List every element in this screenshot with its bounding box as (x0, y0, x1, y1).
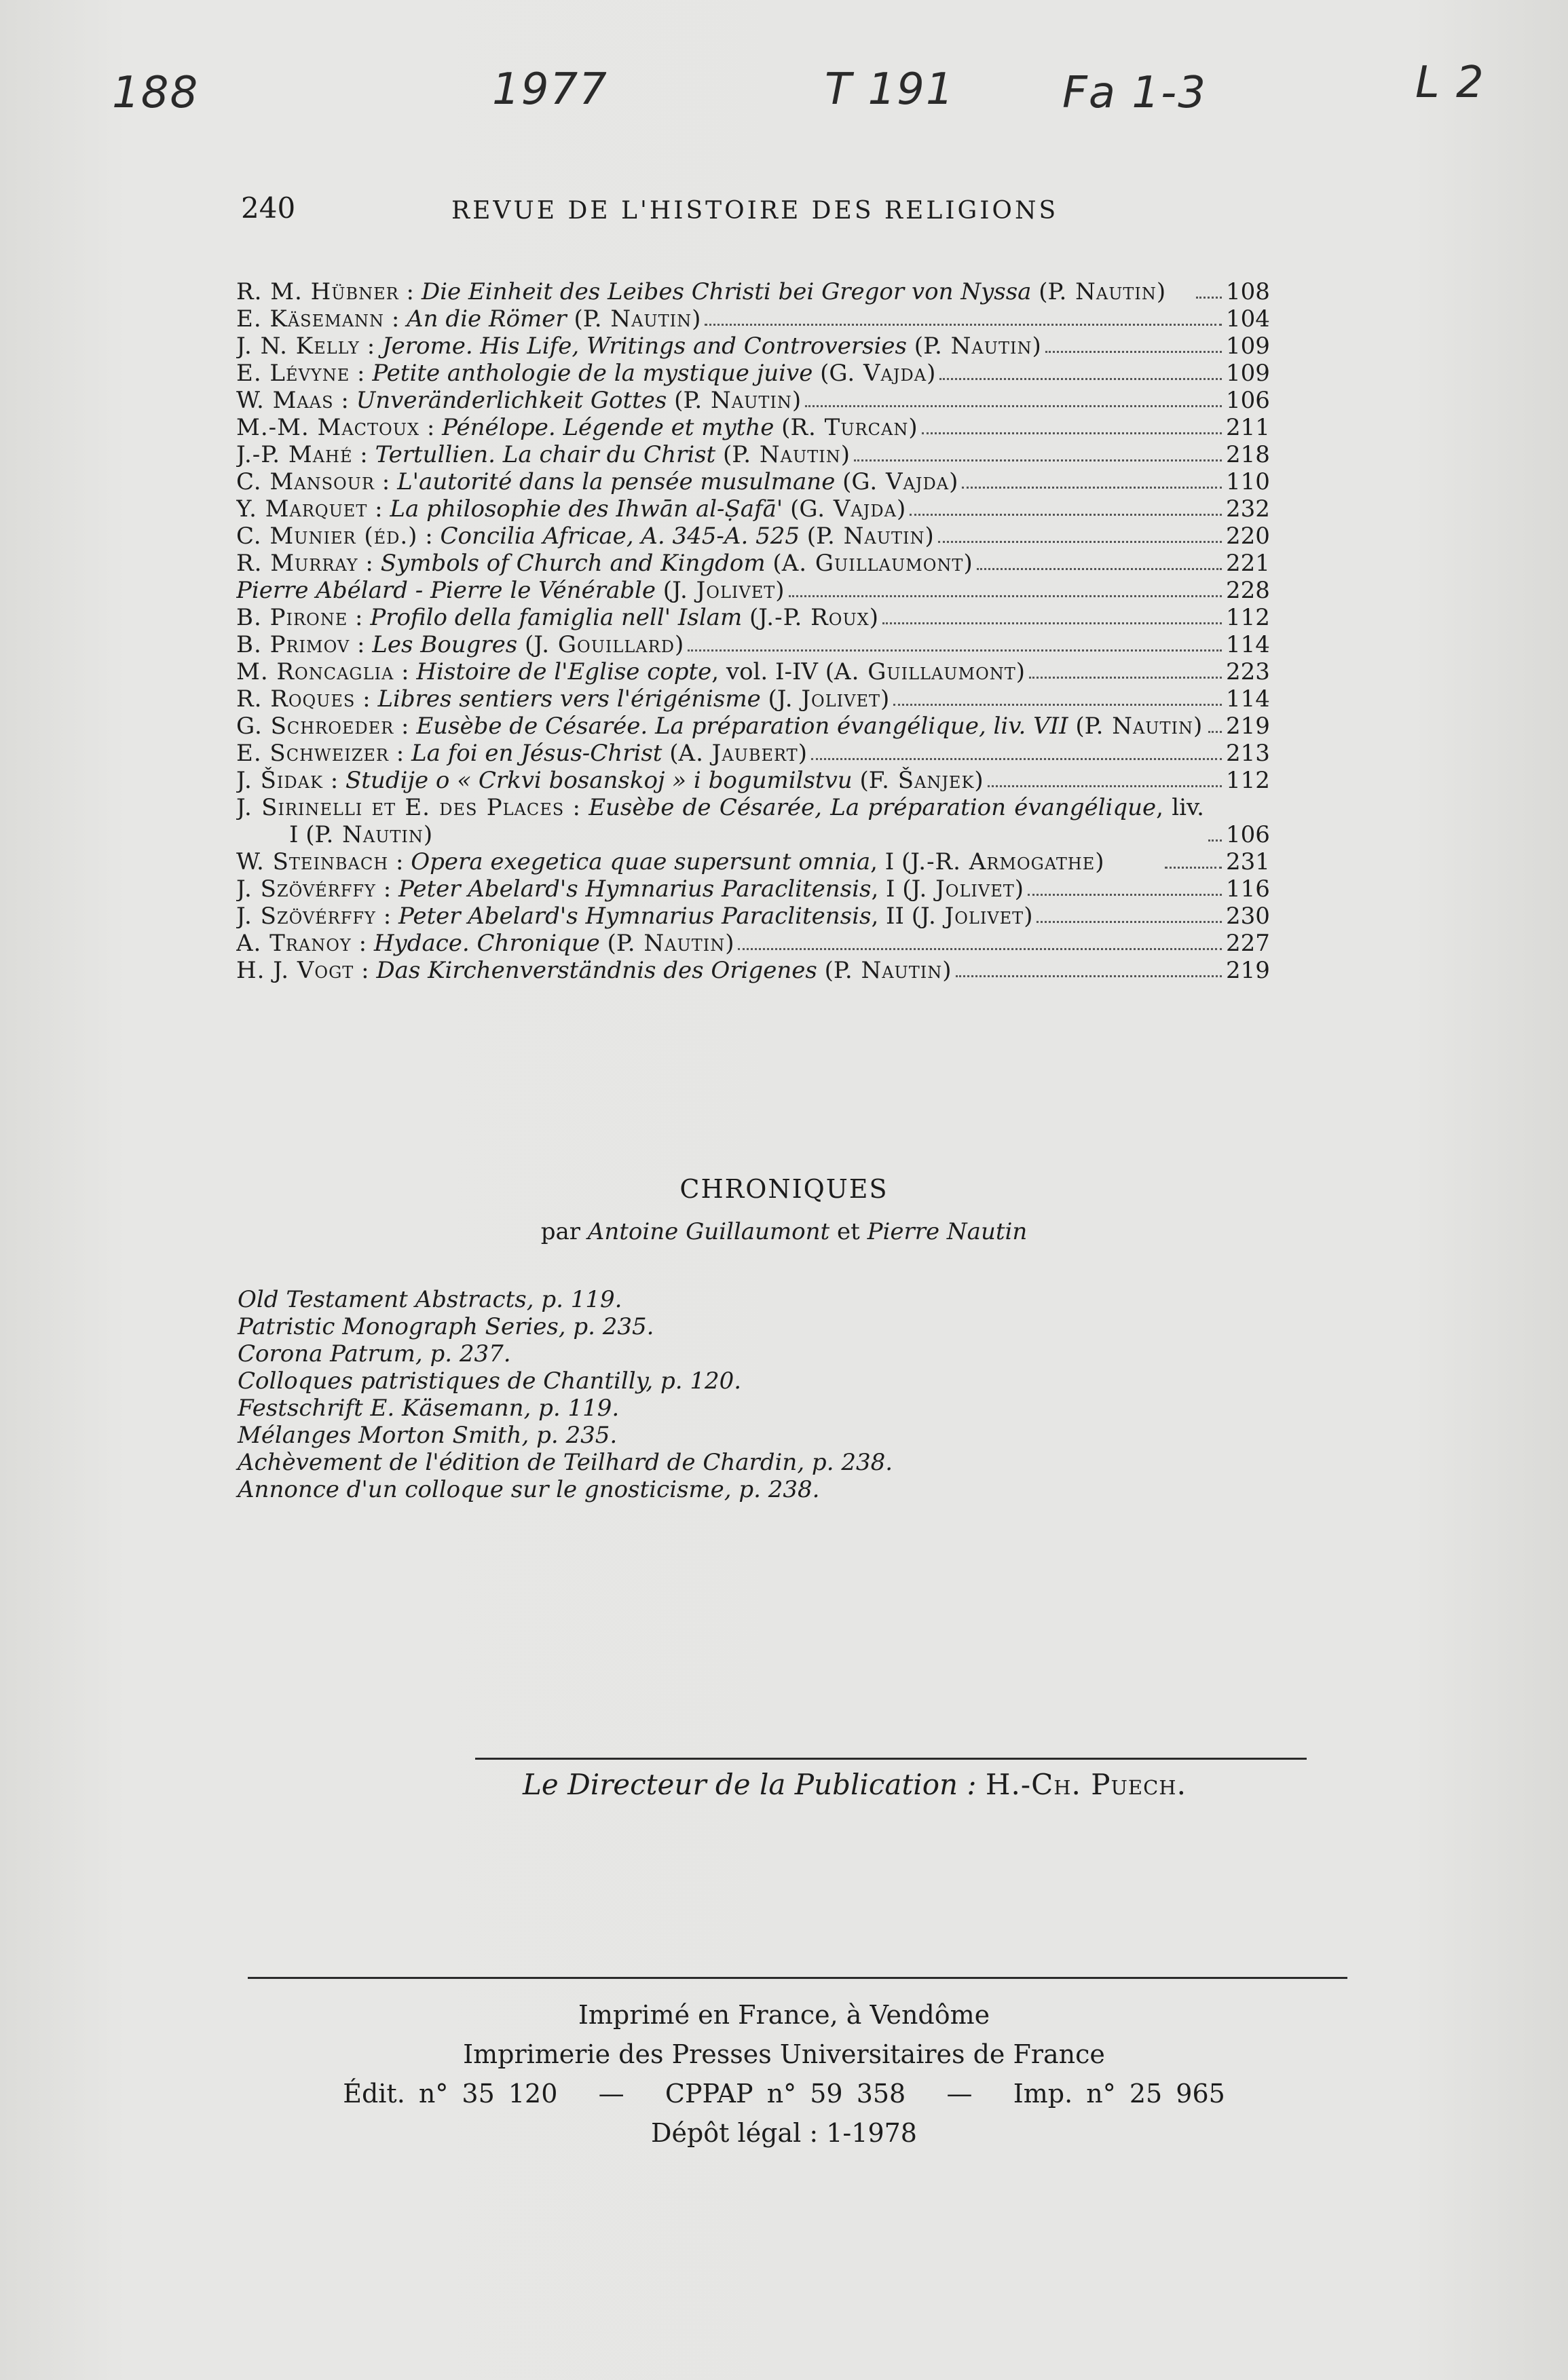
edit-number: Édit. n° 35 120 (343, 2079, 558, 2109)
entry-page-number: 110 (1226, 468, 1270, 495)
entry-author: R. Roques (236, 685, 356, 713)
paren-close: ) (927, 360, 936, 387)
entry-page-number: 232 (1226, 495, 1270, 523)
paren-close: ) (869, 604, 879, 631)
paren-open: ( (852, 767, 869, 794)
entry-page-number: 109 (1226, 333, 1270, 360)
index-entry (236, 550, 1268, 577)
entry-title: Unveränderlichkeit Gottes (356, 387, 667, 414)
chronique-item: Corona Patrum, p. 237. (238, 1340, 511, 1367)
entry-reviewer: P. Nautin (816, 523, 925, 550)
entry-text (236, 713, 1204, 740)
chronique-item: Achèvement de l'édition de Teilhard de Chardin, p. 238. (238, 1449, 893, 1476)
index-entry (236, 441, 1268, 468)
entry-title: Profilo della famiglia nell' Islam (370, 604, 743, 631)
entry-title: La foi en Jésus-Christ (411, 740, 662, 767)
entry-page-number: 227 (1226, 930, 1270, 957)
index-entry (236, 577, 1268, 604)
entry-title: Tertullien. La chair du Christ (375, 441, 716, 468)
index-entry (236, 278, 1268, 305)
dot-leader (962, 487, 1222, 489)
dot-leader (1165, 867, 1222, 869)
entry-page-number: 112 (1226, 767, 1270, 794)
separator-colon: : (352, 441, 375, 468)
entry-author: W. Maas (236, 387, 334, 414)
chroniques-heading: CHRONIQUES (679, 1174, 889, 1204)
index-entry (236, 713, 1268, 740)
entry-reviewer: P. Nautin (923, 333, 1032, 360)
paren-close: ) (692, 305, 701, 333)
index-entry (236, 903, 1268, 930)
entry-text (236, 794, 1204, 848)
entry-title: L'autorité dans la pensée musulmane (397, 468, 836, 495)
entry-title: Die Einheit des Leibes Christi bei Gregor von Nyssa (421, 278, 1032, 305)
entry-reviewer: J. Gouillard (534, 631, 675, 658)
entry-text (236, 414, 918, 441)
entry-author: J. Szövérffy (236, 875, 376, 903)
paren-close: ) (897, 495, 906, 523)
entry-title: La philosophie des Ihwān al-Ṣafā' (390, 495, 783, 523)
dot-leader (688, 649, 1222, 651)
separator-colon: : (354, 957, 377, 984)
entry-text (236, 333, 1041, 360)
separator-colon: : (417, 523, 441, 550)
paren-close: ) (1156, 278, 1166, 305)
director-label: Le Directeur de la Publication : (523, 1768, 977, 1801)
separator-colon: : (394, 658, 417, 685)
entry-author: C. Mansour (236, 468, 375, 495)
paren-open: ( (817, 957, 834, 984)
entry-reviewer: P. Nautin (1084, 713, 1193, 740)
entry-page-number: 218 (1226, 441, 1270, 468)
entry-reviewer: R. Turcan (790, 414, 909, 441)
entry-title: Les Bougres (372, 631, 518, 658)
publication-director (523, 1768, 1187, 1801)
separator-colon: : (374, 468, 398, 495)
chronique-item: Annonce d'un colloque sur le gnosticisme, p. 238. (238, 1476, 820, 1503)
dot-leader (922, 432, 1222, 434)
paren-open: ( (765, 550, 782, 577)
entry-title: Libres sentiers vers l'érigénisme (377, 685, 761, 713)
entry-page-number: 211 (1226, 414, 1270, 441)
entry-extra: , II (871, 903, 904, 930)
paren-open: ( (835, 468, 852, 495)
entry-title: Eusèbe de Césarée, La préparation évangélique (589, 794, 1157, 821)
chronique-item: Festschrift E. Käsemann, p. 119. (238, 1395, 620, 1422)
separator-dash: — (571, 2079, 652, 2109)
separator-colon: : (348, 604, 371, 631)
dot-leader (1196, 297, 1222, 299)
entry-text (236, 305, 701, 333)
paren-close: ) (880, 685, 890, 713)
entry-author: J. Sirinelli et E. des Places (236, 794, 565, 821)
entry-author: G. Schroeder (236, 713, 394, 740)
separator-colon: : (350, 631, 373, 658)
entry-text (236, 957, 952, 984)
entry-text (236, 631, 684, 658)
index-entry (236, 523, 1268, 550)
paren-open: ( (895, 875, 912, 903)
entry-page-number: 228 (1226, 577, 1270, 604)
paren-open: ( (894, 848, 911, 875)
director-name: H.-Ch. Puech. (985, 1768, 1187, 1801)
dot-leader (805, 405, 1222, 407)
entry-reviewer: A. Jaubert (678, 740, 798, 767)
chronique-item: Old Testament Abstracts, p. 119. (238, 1286, 622, 1313)
entry-author: E. Schweizer (236, 740, 389, 767)
running-title: REVUE DE L'HISTOIRE DES RELIGIONS (451, 197, 1059, 225)
entry-author: J. Szövérffy (236, 903, 376, 930)
paren-open: ( (599, 930, 616, 957)
entry-author: A. Tranoy (236, 930, 352, 957)
index-entry (236, 387, 1268, 414)
entry-page-number: 213 (1226, 740, 1270, 767)
entry-text (236, 278, 1192, 305)
byline-and: et (837, 1218, 860, 1245)
entry-text (236, 360, 935, 387)
entry-reviewer: P. Nautin (1047, 278, 1157, 305)
entry-reviewer: G. Vajda (799, 495, 897, 523)
entry-text (236, 604, 878, 631)
separator-dash: — (919, 2079, 1000, 2109)
dot-leader (882, 622, 1222, 624)
entry-author: R. Murray (236, 550, 358, 577)
paren-open: ( (662, 740, 679, 767)
entry-page-number: 108 (1226, 278, 1270, 305)
entry-page-number: 219 (1226, 957, 1270, 984)
separator-colon: : (419, 414, 443, 441)
entry-author: J. Šidak (236, 767, 323, 794)
separator-colon: : (394, 713, 417, 740)
index-entry (236, 848, 1268, 875)
handwritten-note-3: T 191 (825, 64, 955, 115)
dot-leader (939, 378, 1222, 380)
index-entry (236, 305, 1268, 333)
entry-extra: , liv. I (289, 794, 1204, 848)
index-entry (236, 333, 1268, 360)
separator-colon: : (351, 930, 374, 957)
handwritten-note-4: Fa 1-3 (1062, 68, 1207, 118)
paren-close: ) (908, 414, 918, 441)
entry-author: M. Roncaglia (236, 658, 394, 685)
dot-leader (789, 595, 1222, 597)
index-entry (236, 767, 1268, 794)
paren-open: ( (760, 685, 777, 713)
entry-reviewer: J.-R. Armogathe (910, 848, 1096, 875)
entry-title: Concilia Africae, A. 345-A. 525 (440, 523, 800, 550)
entry-title: Pierre Abélard - Pierre le Vénérable (236, 577, 656, 604)
paren-close: ) (1015, 658, 1026, 685)
entry-text (236, 658, 1025, 685)
entry-author: E. Lévyne (236, 360, 350, 387)
paren-close: ) (1095, 848, 1104, 875)
entry-author: B. Primov (236, 631, 350, 658)
entry-author: W. Steinbach (236, 848, 389, 875)
separator-colon: : (350, 360, 373, 387)
paren-open: ( (1031, 278, 1048, 305)
entry-text (236, 740, 807, 767)
paren-close: ) (840, 441, 850, 468)
entry-page-number: 114 (1226, 631, 1270, 658)
entry-reviewer: A. Guillaumont (834, 658, 1016, 685)
paren-close: ) (775, 577, 785, 604)
handwritten-note-2: 1977 (492, 64, 608, 115)
entry-title: Peter Abelard's Hymnarius Paraclitensis (398, 875, 872, 903)
separator-colon: : (564, 794, 589, 821)
index-entry (236, 631, 1268, 658)
paren-open: ( (906, 333, 924, 360)
index-entry (236, 740, 1268, 767)
paren-open: ( (903, 903, 920, 930)
dot-leader (1037, 921, 1222, 923)
paren-close: ) (798, 740, 807, 767)
entry-author: J. N. Kelly (236, 333, 360, 360)
paren-close: ) (925, 523, 934, 550)
index-entry (236, 875, 1268, 903)
entry-author: M.-M. Mactoux (236, 414, 420, 441)
entry-author: Y. Marquet (236, 495, 368, 523)
index-entry (236, 685, 1268, 713)
paren-open: ( (813, 360, 829, 387)
entry-text (236, 468, 958, 495)
paren-open: ( (774, 414, 791, 441)
entry-title: Histoire de l'Eglise copte (416, 658, 712, 685)
entry-text (236, 523, 934, 550)
dot-leader (854, 459, 1222, 461)
dot-leader (1028, 894, 1222, 896)
entry-title: Jerome. His Life, Writings and Controversies (381, 333, 907, 360)
paren-open: ( (799, 523, 817, 550)
separator-colon: : (398, 278, 422, 305)
entry-text (236, 577, 785, 604)
entry-page-number: 114 (1226, 685, 1270, 713)
paren-close: ) (791, 387, 802, 414)
separator-colon: : (388, 740, 412, 767)
index-entry (236, 495, 1268, 523)
cppap-number: CPPAP n° 59 358 (665, 2079, 906, 2109)
dot-leader (1029, 677, 1222, 679)
byline-author-2: Pierre Nautin (867, 1218, 1028, 1245)
entry-text (236, 495, 906, 523)
entry-extra: , I (870, 848, 895, 875)
paren-open: ( (566, 305, 583, 333)
entry-text (236, 930, 734, 957)
paren-close: ) (1024, 903, 1033, 930)
entry-reviewer: J.-P. Roux (758, 604, 870, 631)
index-entry (236, 794, 1268, 848)
separator-colon: : (367, 495, 390, 523)
chroniques-byline (0, 1218, 1568, 1245)
paren-open: ( (817, 658, 835, 685)
separator-colon: : (375, 903, 398, 930)
imprint-line-1: Imprimé en France, à Vendôme (578, 2000, 990, 2030)
separator-colon: : (333, 387, 356, 414)
depot-legal: Dépôt légal : 1-1978 (651, 2118, 917, 2148)
entry-page-number: 230 (1226, 903, 1270, 930)
entry-reviewer: F. Šanjek (868, 767, 975, 794)
paren-open: ( (655, 577, 673, 604)
entry-page-number: 219 (1226, 713, 1270, 740)
chroniques-list (238, 1286, 893, 1503)
entry-text (236, 685, 889, 713)
index-entry (236, 658, 1268, 685)
entry-page-number: 106 (1226, 821, 1270, 848)
handwritten-note-1: 188 (112, 68, 200, 118)
paren-close: ) (1193, 713, 1203, 740)
entry-reviewer: G. Vajda (851, 468, 950, 495)
chronique-item: Mélanges Morton Smith, p. 235. (238, 1422, 618, 1449)
entry-reviewer: J. Jolivet (911, 875, 1015, 903)
entry-title: An die Römer (407, 305, 567, 333)
entry-page-number: 221 (1226, 550, 1270, 577)
divider-rule (475, 1758, 1307, 1760)
dot-leader (738, 948, 1222, 950)
divider-rule (248, 1977, 1347, 1979)
entry-reviewer: P. Nautin (314, 821, 424, 848)
paren-close: ) (674, 631, 684, 658)
entry-page-number: 104 (1226, 305, 1270, 333)
entry-page-number: 112 (1226, 604, 1270, 631)
dot-leader (956, 975, 1222, 977)
dot-leader (988, 785, 1222, 787)
handwritten-note-5: L 2 (1415, 58, 1485, 108)
entry-reviewer: P. Nautin (833, 957, 943, 984)
entry-author: R. M. Hübner (236, 278, 399, 305)
paren-open: ( (298, 821, 315, 848)
paren-close: ) (942, 957, 952, 984)
entry-page-number: 220 (1226, 523, 1270, 550)
entry-author: C. Munier (éd.) (236, 523, 418, 550)
paren-close: ) (949, 468, 958, 495)
dot-leader (893, 704, 1222, 706)
entry-title: Eusèbe de Césarée. La préparation évangélique, liv. VII (416, 713, 1068, 740)
imprint-line-2: Imprimerie des Presses Universitaires de France (463, 2039, 1105, 2069)
byline-prefix: par (540, 1218, 580, 1245)
separator-colon: : (384, 305, 407, 333)
entry-page-number: 223 (1226, 658, 1270, 685)
entry-reviewer: J. Jolivet (920, 903, 1024, 930)
dot-leader (1208, 731, 1222, 733)
entry-reviewer: A. Guillaumont (781, 550, 964, 577)
index-entry (236, 360, 1268, 387)
index-entry (236, 414, 1268, 441)
entry-author: J.-P. Mahé (236, 441, 353, 468)
byline-author-1: Antoine Guillaumont (587, 1218, 830, 1245)
dot-leader (1208, 839, 1222, 842)
entry-title: Symbols of Church and Kingdom (380, 550, 766, 577)
separator-colon: : (322, 767, 346, 794)
imprint-block (0, 1995, 1568, 2153)
entry-title: Peter Abelard's Hymnarius Paraclitensis (398, 903, 872, 930)
dot-leader (910, 514, 1222, 516)
paren-close: ) (1014, 875, 1024, 903)
entry-reviewer: G. Vajda (829, 360, 927, 387)
entry-page-number: 109 (1226, 360, 1270, 387)
dot-leader (938, 541, 1222, 543)
paren-close: ) (1032, 333, 1041, 360)
separator-colon: : (355, 685, 378, 713)
paren-close: ) (963, 550, 973, 577)
entry-title: Das Kirchenverständnis des Origenes (376, 957, 817, 984)
entry-reviewer: J. Jolivet (672, 577, 776, 604)
dot-leader (811, 758, 1222, 760)
entry-reviewer: P. Nautin (683, 387, 792, 414)
entry-title: Studije o « Crkvi bosanskoj » i bogumilstvu (345, 767, 853, 794)
entry-reviewer: J. Jolivet (777, 685, 880, 713)
paren-close: ) (974, 767, 984, 794)
entry-page-number: 106 (1226, 387, 1270, 414)
entry-text (236, 903, 1032, 930)
separator-colon: : (358, 550, 381, 577)
entry-text (236, 848, 1161, 875)
entry-title: Hydace. Chronique (373, 930, 600, 957)
entry-reviewer: P. Nautin (732, 441, 841, 468)
dot-leader (977, 568, 1222, 570)
entry-author: E. Käsemann (236, 305, 385, 333)
imp-number: Imp. n° 25 965 (1013, 2079, 1225, 2109)
chronique-item: Patristic Monograph Series, p. 235. (238, 1313, 654, 1340)
paren-open: ( (783, 495, 800, 523)
index-entry (236, 930, 1268, 957)
entry-reviewer: P. Nautin (582, 305, 692, 333)
entry-title: Petite anthologie de la mystique juive (372, 360, 813, 387)
entry-reviewer: P. Nautin (616, 930, 726, 957)
index-entry (236, 957, 1268, 984)
dot-leader (705, 324, 1222, 326)
review-index (236, 278, 1268, 984)
chronique-item: Colloques patristiques de Chantilly, p. 120. (238, 1367, 742, 1395)
entry-title: Opera exegetica quae supersunt omnia (411, 848, 871, 875)
paren-open: ( (715, 441, 732, 468)
paren-open: ( (517, 631, 534, 658)
entry-text (236, 441, 850, 468)
index-entry (236, 468, 1268, 495)
paren-open: ( (1068, 713, 1085, 740)
entry-text (236, 767, 984, 794)
entry-text (236, 550, 973, 577)
entry-author: B. Pirone (236, 604, 348, 631)
entry-extra: , vol. I-IV (711, 658, 818, 685)
entry-author: H. J. Vogt (236, 957, 354, 984)
dot-leader (1045, 351, 1222, 353)
separator-colon: : (359, 333, 382, 360)
entry-text (236, 875, 1024, 903)
page-number: 240 (241, 191, 296, 225)
paren-open: ( (742, 604, 759, 631)
imprint-numbers (0, 2074, 1568, 2113)
index-entry (236, 604, 1268, 631)
paren-close: ) (423, 821, 433, 848)
paren-open: ( (667, 387, 684, 414)
separator-colon: : (375, 875, 398, 903)
paren-close: ) (725, 930, 734, 957)
entry-extra: , I (871, 875, 895, 903)
entry-title: Pénélope. Légende et mythe (442, 414, 774, 441)
entry-page-number: 116 (1226, 875, 1270, 903)
entry-text (236, 387, 801, 414)
separator-colon: : (388, 848, 411, 875)
entry-page-number: 231 (1226, 848, 1270, 875)
